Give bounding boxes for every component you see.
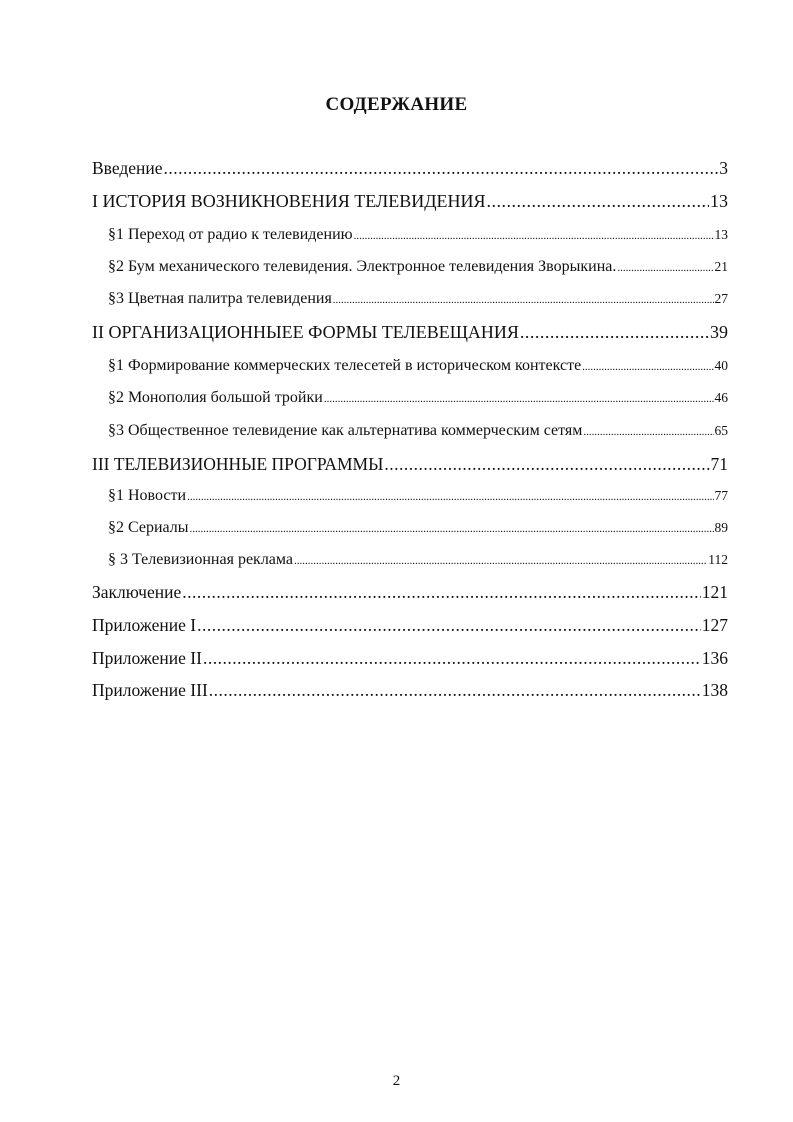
toc-entry-page: 27 — [714, 291, 728, 306]
toc-entry-page: 65 — [714, 423, 728, 438]
toc-entry-section-3-1[interactable] — [108, 487, 728, 505]
toc-entry-appendix-1[interactable] — [92, 615, 728, 636]
toc-entry-section-3-2[interactable] — [108, 519, 728, 537]
toc-entry-label: Приложение III — [92, 680, 208, 700]
toc-dot-leader — [294, 551, 707, 569]
toc-entry-label: III ТЕЛЕВИЗИОННЫЕ ПРОГРАММЫ — [92, 454, 384, 474]
toc-dot-leader — [617, 258, 713, 276]
toc-dot-leader — [209, 680, 701, 701]
toc-entry-section-3-3[interactable] — [108, 551, 728, 569]
toc-dot-leader — [187, 487, 713, 505]
toc-dot-leader — [164, 158, 719, 179]
toc-entry-page: 89 — [714, 520, 728, 535]
toc-dot-leader — [203, 648, 701, 669]
toc-entry-label: Приложение II — [92, 648, 202, 668]
toc-dot-leader — [582, 357, 713, 375]
toc-entry-chapter-1[interactable] — [92, 191, 728, 212]
toc-entry-page: 127 — [701, 615, 728, 635]
toc-entry-page: 71 — [710, 454, 728, 474]
toc-entry-label: I ИСТОРИЯ ВОЗНИКНОВЕНИЯ ТЕЛЕВИДЕНИЯ — [92, 191, 486, 211]
toc-entry-page: 3 — [719, 158, 728, 178]
toc-dot-leader — [487, 191, 709, 212]
toc-entry-page: 46 — [714, 390, 728, 405]
toc-entry-label: §2 Сериалы — [108, 519, 189, 536]
toc-entry-page: 112 — [708, 552, 728, 567]
toc-dot-leader — [197, 615, 701, 636]
toc-entry-appendix-3[interactable] — [92, 680, 728, 701]
toc-entry-label: §3 Общественное телевидение как альтернатива коммерческим сетям — [108, 422, 583, 439]
toc-entry-page: 77 — [714, 488, 728, 503]
toc-entry-introduction[interactable] — [92, 158, 728, 179]
toc-entry-label: Заключение — [92, 582, 182, 602]
toc-entry-section-2-2[interactable] — [108, 389, 728, 407]
toc-entry-section-1-1[interactable] — [108, 226, 728, 244]
toc-entry-label: §1 Формирование коммерческих телесетей в историческом контексте — [108, 357, 582, 374]
toc-entry-page: 138 — [701, 680, 728, 700]
toc-entry-label: §3 Цветная палитра телевидения — [108, 290, 332, 307]
toc-entry-page: 13 — [714, 227, 728, 242]
toc-entry-label: §2 Бум механического телевидения. Электронное телевидения Зворыкина. — [108, 258, 617, 275]
toc-dot-leader — [384, 454, 709, 475]
toc-dot-leader — [583, 422, 713, 440]
toc-dot-leader — [190, 519, 714, 537]
toc-entry-page: 39 — [710, 322, 728, 342]
toc-dot-leader — [182, 582, 701, 603]
toc-entry-label: II ОРГАНИЗАЦИОННЫЕЕ ФОРМЫ ТЕЛЕВЕЩАНИЯ — [92, 322, 519, 342]
toc-entry-label: §1 Переход от радио к телевидению — [108, 226, 353, 243]
toc-entry-page: 13 — [710, 191, 728, 211]
toc-entry-page: 121 — [701, 582, 728, 602]
toc-entry-label: Приложение I — [92, 615, 197, 635]
toc-dot-leader — [333, 290, 714, 308]
toc-entry-chapter-3[interactable] — [92, 454, 728, 475]
toc-entry-section-2-1[interactable] — [108, 357, 728, 375]
toc-entry-page: 136 — [701, 648, 728, 668]
toc-entry-page: 40 — [714, 358, 728, 373]
toc-dot-leader — [324, 389, 714, 407]
toc-entry-label: §1 Новости — [108, 487, 187, 504]
toc-dot-leader — [354, 226, 714, 244]
toc-entry-conclusion[interactable] — [92, 582, 728, 603]
page-title: СОДЕРЖАНИЕ — [325, 94, 468, 115]
toc-entry-section-2-3[interactable] — [108, 422, 728, 440]
toc-entry-label: §2 Монополия большой тройки — [108, 389, 323, 406]
toc-entry-section-1-2[interactable] — [108, 258, 728, 276]
toc-entry-page: 21 — [714, 259, 728, 274]
toc-entry-label: § 3 Телевизионная реклама — [108, 551, 294, 568]
toc-entry-section-1-3[interactable] — [108, 290, 728, 308]
toc-dot-leader — [520, 322, 709, 343]
toc-entry-label: Введение — [92, 158, 163, 178]
page-number: 2 — [392, 1073, 401, 1089]
toc-entry-chapter-2[interactable] — [92, 322, 728, 343]
toc-entry-appendix-2[interactable] — [92, 648, 728, 669]
